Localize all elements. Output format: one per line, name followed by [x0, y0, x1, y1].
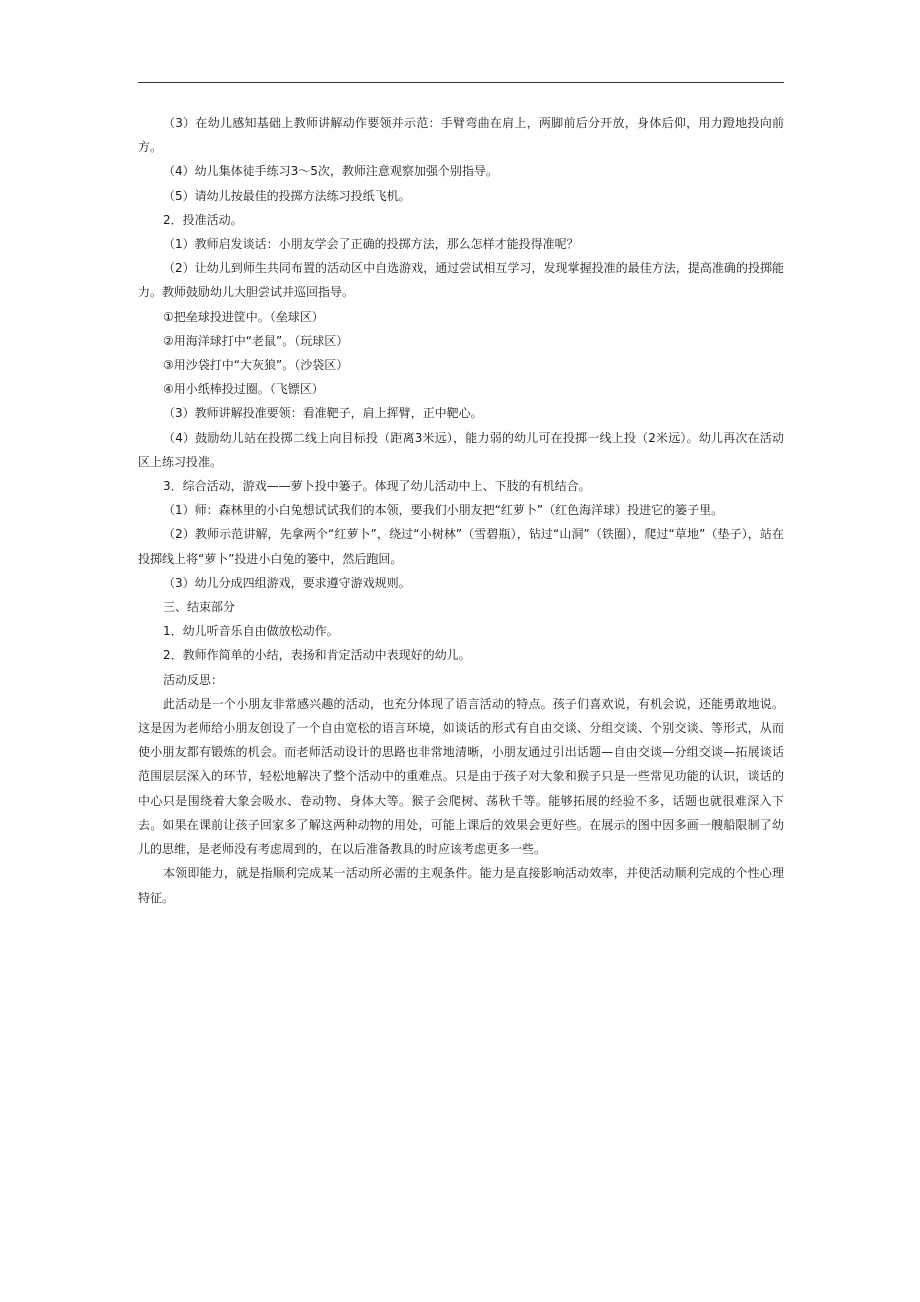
list-item-zone-3: ③用沙袋打中“大灰狼”。（沙袋区） — [163, 358, 349, 373]
paragraph-accuracy-2: （2）让幼儿到师生共同布置的活动区中自选游戏，通过尝试相互学习，发现掌握投准的最佳方法，提高准确的投掷能力。教师鼓励幼儿大胆尝试并巡回指导。 — [138, 261, 784, 300]
paragraph-game-1: （1）师：森林里的小白兔想试试我们的本领，要我们小朋友把“红萝卜”（红色海洋球）投进它的篓子里。 — [163, 503, 724, 518]
paragraph-ending-2: 2．教师作简单的小结，表扬和肯定活动中表现好的幼儿。 — [163, 648, 471, 663]
document-body — [138, 111, 784, 910]
paragraph-accuracy-1: （1）教师启发谈话：小朋友学会了正确的投掷方法，那么怎样才能投得准呢？ — [163, 237, 579, 252]
section-heading-reflection: 活动反思： — [163, 672, 224, 687]
paragraph-step-4-practice: （4）幼儿集体徒手练习3～5次，教师注意观察加强个别指导。 — [163, 164, 498, 179]
paragraph-game-3: （3）幼儿分成四组游戏，要求遵守游戏规则。 — [163, 575, 411, 590]
list-item-zone-4: ④用小纸棒投过圈。（飞镖区） — [163, 382, 324, 397]
paragraph-reflection: 此活动是一个小朋友非常感兴趣的活动，也充分体现了语言活动的特点。孩子们喜欢说，有机会说，还能勇敢地说。这是因为老师给小朋友创设了一个自由宽松的语言环境，如谈话的形式有自由交谈、分组交谈、个别交谈、等形式，从而使小朋友都有锻炼的机会。而老师活动设计的思路也非常地清晰，小朋友通过引出话题—自由交谈—分组交谈—拓展谈话范围层层深入的环节，轻松地解决了整个活动中的重难点。只是由于孩子对大象和猴子只是一些常见功能的认识，谈话的中心只是围绕着大象会吸水、卷动物、身体大等。猴子会爬树、荡秋千等。能够拓展的经验不多，话题也就很难深入下去。如果在课前让孩子回家多了解这两种动物的用处，可能上课后的效果会更好些。在展示的图中因多画一艘船限制了幼儿的思维，是老师没有考虑周到的，在以后准备教具的时应该考虑更多一些。 — [138, 696, 784, 857]
section-heading-game: 3．综合活动，游戏——萝卜投中篓子。体现了幼儿活动中上、下肢的有机结合。 — [163, 479, 591, 494]
section-heading-ending: 三、结束部分 — [163, 600, 236, 615]
section-heading-accuracy: 2．投准活动。 — [163, 212, 243, 227]
paragraph-accuracy-4: （4）鼓励幼儿站在投掷二线上向目标投（距离3米远），能力弱的幼儿可在投掷一线上投（2米远）。幼儿再次在活动区上练习投准。 — [138, 430, 784, 469]
list-item-zone-1: ①把垒球投进筐中。（垒球区） — [163, 309, 324, 324]
paragraph-game-2: （2）教师示范讲解，先拿两个“红萝卜”，绕过“小树林”（雪碧瓶），钻过“山洞”（铁圈），爬过“草地”（垫子），站在投掷线上将“萝卜”投进小白兔的篓中，然后跑回。 — [138, 527, 784, 566]
paragraph-ending-1: 1．幼儿听音乐自由做放松动作。 — [163, 624, 339, 639]
paragraph-step-3-demonstration: （3）在幼儿感知基础上教师讲解动作要领并示范：手臂弯曲在肩上，两脚前后分开放，身体后仰，用力蹬地投向前方。 — [138, 116, 784, 155]
paragraph-accuracy-3: （3）教师讲解投准要领：看准靶子，肩上挥臂，正中靶心。 — [163, 406, 483, 421]
paragraph-ability-definition: 本领即能力，就是指顺利完成某一活动所必需的主观条件。能力是直接影响活动效率，并使活动顺利完成的个性心理特征。 — [138, 866, 784, 905]
list-item-zone-2: ②用海洋球打中“老鼠”。（玩球区） — [163, 333, 349, 348]
header-rule — [138, 82, 784, 83]
paragraph-step-5-paper-plane: （5）请幼儿按最佳的投掷方法练习投纸飞机。 — [163, 188, 411, 203]
